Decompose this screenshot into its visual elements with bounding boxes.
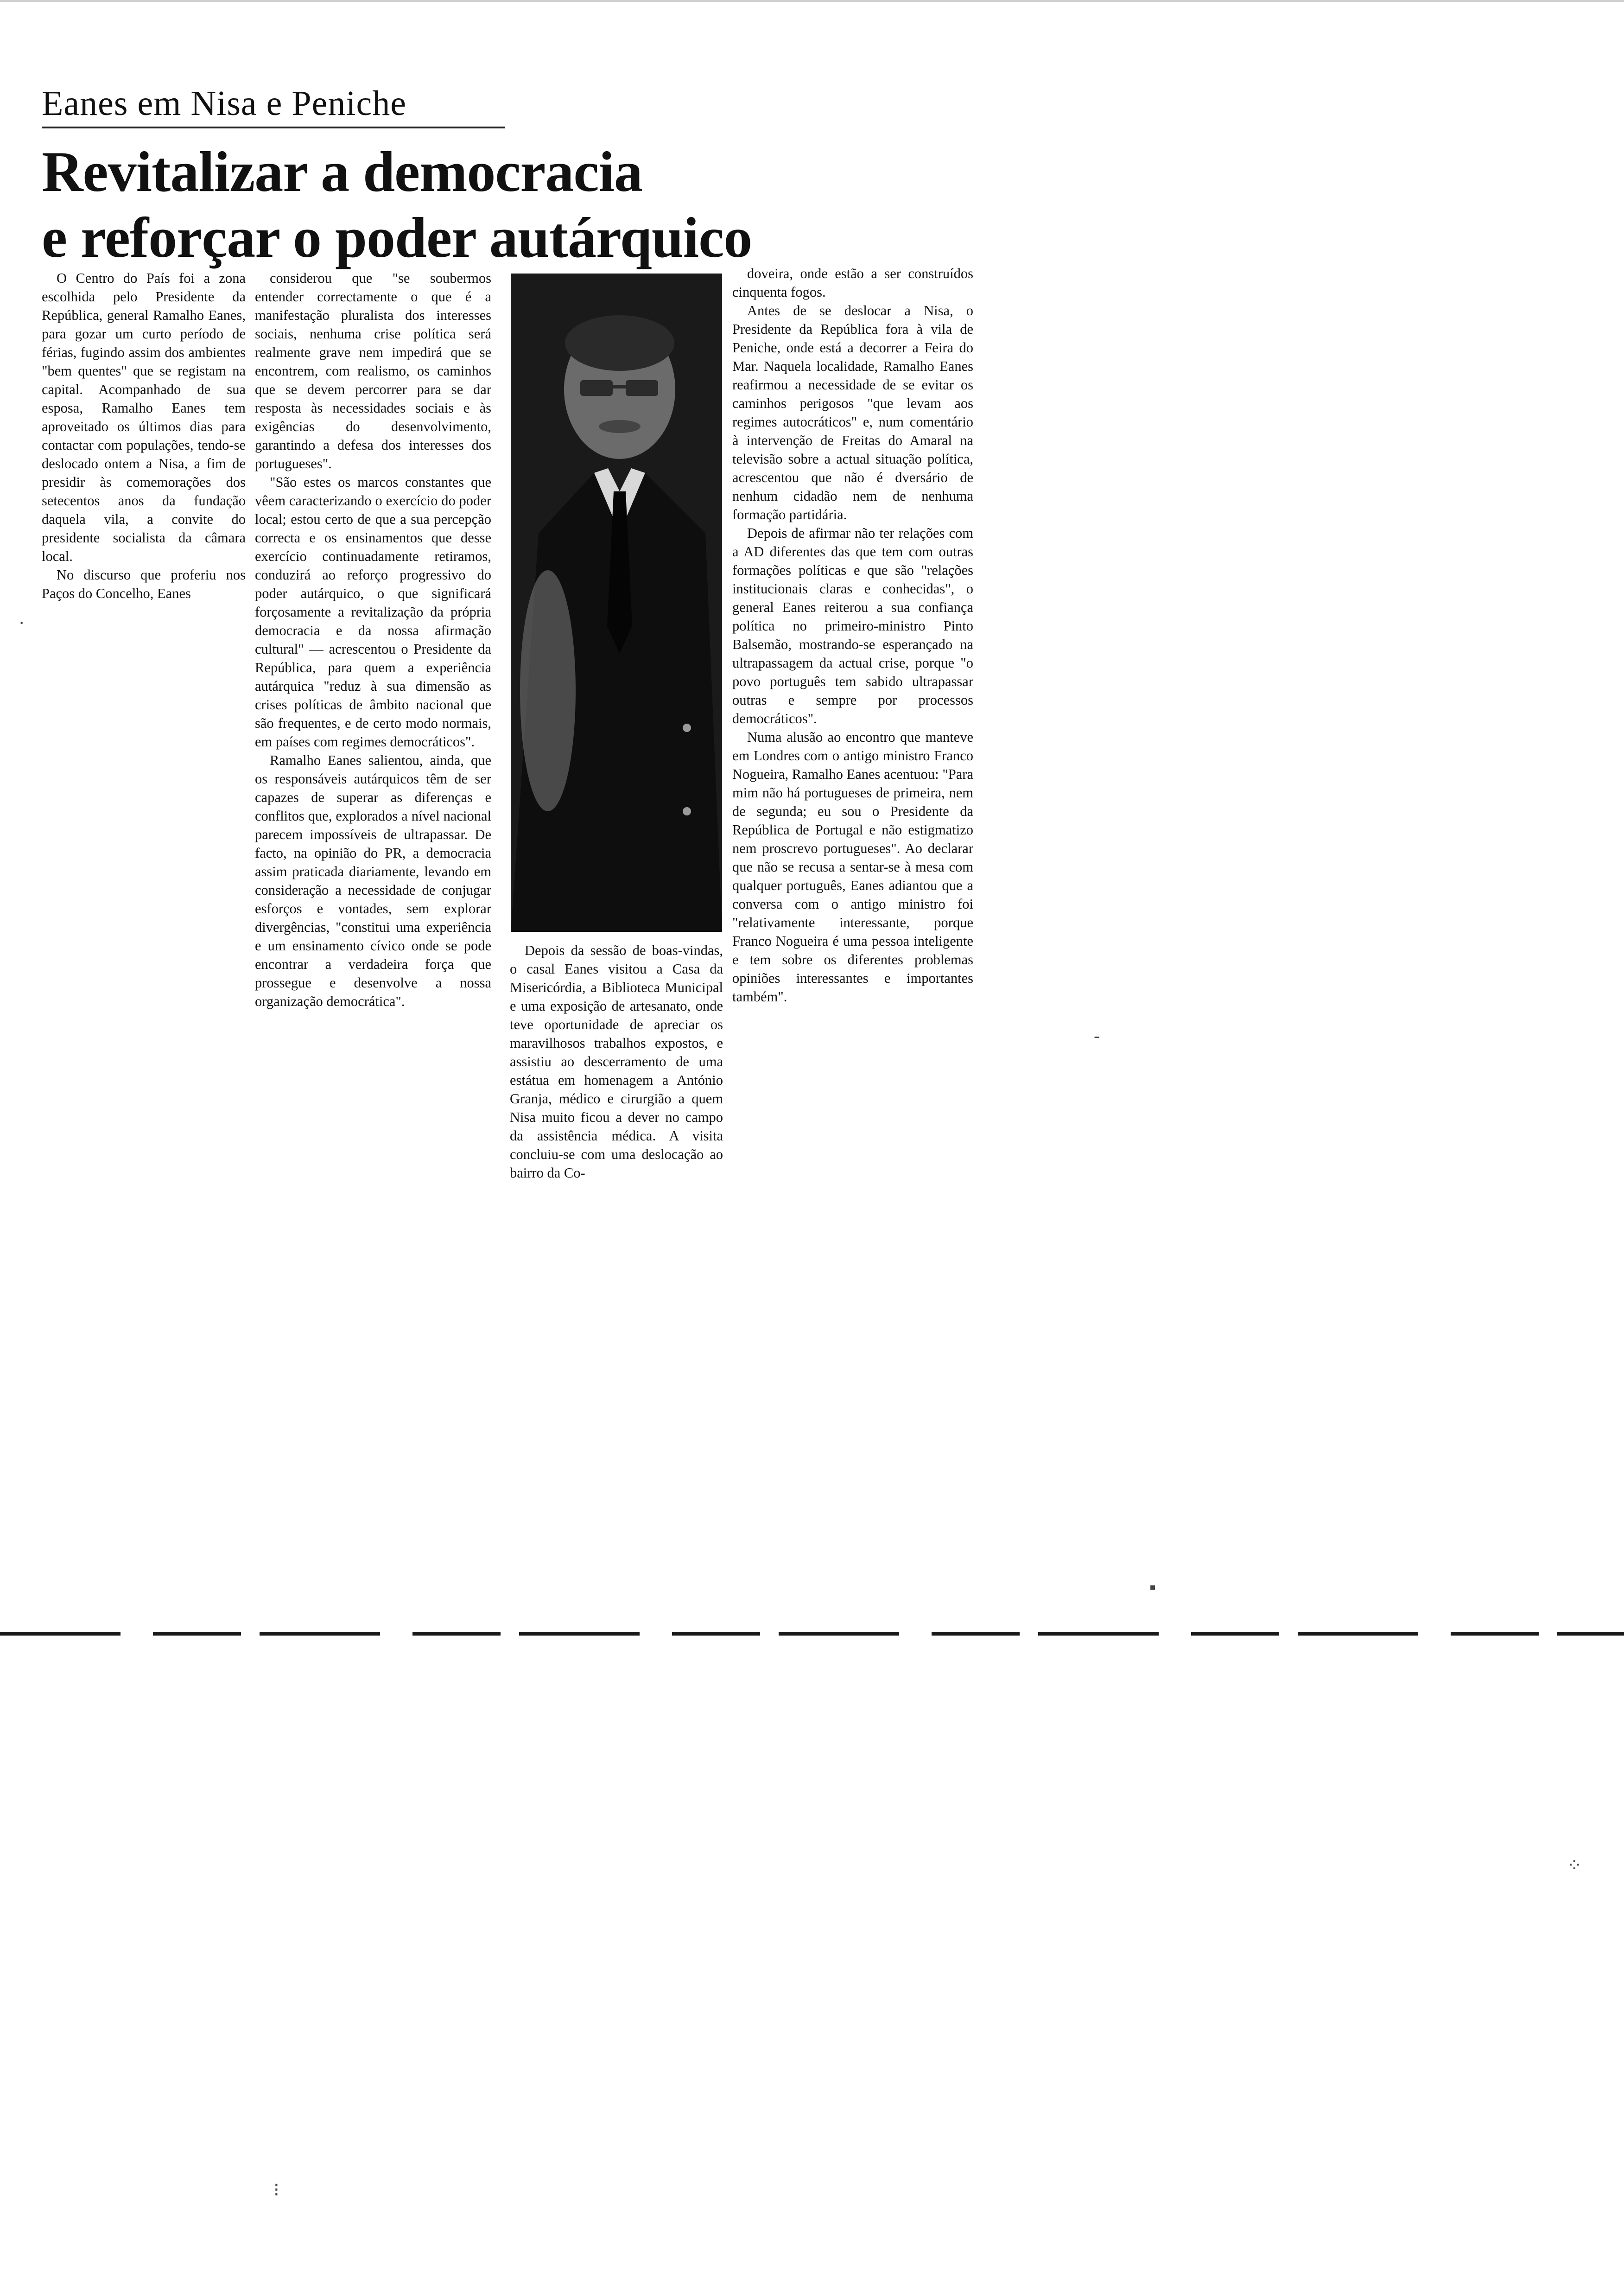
paragraph: No discurso que proferiu nos Paços do Concelho, Eanes: [42, 567, 246, 601]
paragraph: considerou que "se soubermos entender correctamente o que é a manifestação pluralista dos interesses sociais, nenhuma crise política será realmente grave nem impedirá que se encontrem, com realismo, os caminhos que se devem percorrer para se dar resposta às necessidades sociais e às exigências do desenvolvimento, garantindo a defesa dos interesses dos portugueses".: [255, 270, 491, 471]
article-column-2: [255, 269, 491, 1011]
paragraph: O Centro do País foi a zona escolhida pelo Presidente da República, general Ramalho Eanes, para gozar um curto período de férias, fugindo assim dos ambientes "bem quentes" que se registam na capital. Acompanhado de sua esposa, Ramalho Eanes tem aproveitado os últimos dias para contactar com populações, tendo-se deslocado ontem a Nisa, a fim de presidir às comemorações dos setecentos anos da fundação daquela vila, a convite do presidente socialista da câmara local.: [42, 270, 246, 564]
paragraph: doveira, onde estão a ser construídos cinquenta fogos.: [732, 266, 973, 300]
article-headline: [42, 139, 922, 271]
portrait-photo: [511, 274, 722, 932]
newspaper-clipping: [42, 79, 973, 1238]
paragraph: "São estes os marcos constantes que vêem caracterizando o exercício do poder local; estou certo de que a sua percepção correcta e os ensinamentos que desse exercício continuadamente retiramos, conduzirá ao reforço progressivo do poder autárquico, o que significará forçosamente a revitalização da própria democracia e da nossa afirmação cultural" — acrescentou o Presidente da República, para quem a experiência autárquica "reduz à sua dimensão as crises políticas de âmbito nacional que são frequentes, e de certo modo normais, em países com regimes democráticos".: [255, 474, 491, 750]
scan-speck: ▪: [1149, 1577, 1156, 1598]
headline-line-2: e reforçar o poder autárquico: [42, 206, 752, 269]
photo-caption-column: [510, 941, 723, 1182]
article-column-4: [732, 264, 973, 1006]
portrait-figure: [511, 274, 722, 932]
scan-speck: ‑: [1094, 1025, 1100, 1046]
article-kicker: Eanes em Nisa e Peniche: [42, 83, 505, 128]
scan-top-edge: [0, 0, 1624, 2]
scan-speck: ⁘: [1567, 1855, 1582, 1876]
headline-line-1: Revitalizar a democracia: [42, 140, 642, 204]
paragraph: Depois da sessão de boas-vindas, o casal Eanes visitou a Casa da Misericórdia, a Biblioteca Municipal e uma exposição de artesanato, onde teve oportunidade de apreciar os maravilhosos trabalhos expostos, e assistiu ao descerramento de uma estátua em homenagem a António Granja, médico e cirurgião a quem Nisa muito ficou a dever no campo da assistência médica. A visita concluiu-se com uma deslocação ao bairro da Co-: [510, 942, 723, 1181]
article-column-1: [42, 269, 246, 603]
paragraph: Depois de afirmar não ter relações com a AD diferentes das que tem com outras formações políticas e que são "relações institucionais claras e conhecidas", o general Eanes reiterou a sua confiança política no primeiro-ministro Pinto Balsemão, mostrando-se esperançado na ultrapassagem da actual crise, porque "o povo português tem sabido ultrapassar outras e sempre por processos democráticos".: [732, 525, 973, 726]
scan-speck: ⁝: [273, 2179, 279, 2200]
page-fold-line: [0, 1632, 1624, 1636]
scan-speck: ·: [19, 612, 25, 633]
paragraph: Antes de se deslocar a Nisa, o Presidente da República fora à vila de Peniche, onde está a decorrer a Feira do Mar. Naquela localidade, Ramalho Eanes reafirmou a necessidade de se evitar os caminhos perigosos "que levam aos regimes autocráticos" e, num comentário à intervenção de Freitas do Amaral na televisão sobre a actual situação política, acrescentou que não é dversário de nenhum cidadão nem de nenhuma formação partidária.: [732, 303, 973, 522]
paragraph: Numa alusão ao encontro que manteve em Londres com o antigo ministro Franco Nogueira, Ramalho Eanes acentuou: "Para mim não há portugueses de primeira, nem de segunda; eu sou o Presidente da República de Portugal e não estigmatizo nem proscrevo portugueses". Ao declarar que não se recusa a sentar-se à mesa com qualquer português, Eanes adiantou que a conversa com o antigo ministro foi "relativamente interessante, porque Franco Nogueira é uma pessoa inteligente e tem sobre os diferentes problemas opiniões interessantes e importantes também".: [732, 729, 973, 1005]
paragraph: Ramalho Eanes salientou, ainda, que os responsáveis autárquicos têm de ser capazes de superar as diferenças e conflitos que, explorados a nível nacional parecem impossíveis de ultrapassar. De facto, na opinião do PR, a democracia assim praticada diariamente, levando em consideração a necessidade de conjugar esforços e vontades, sem explorar divergências, "constitui uma experiência e um ensinamento cívico onde se pode encontrar a verdadeira força que prossegue e desenvolve a nossa organização democrática".: [255, 752, 491, 1009]
